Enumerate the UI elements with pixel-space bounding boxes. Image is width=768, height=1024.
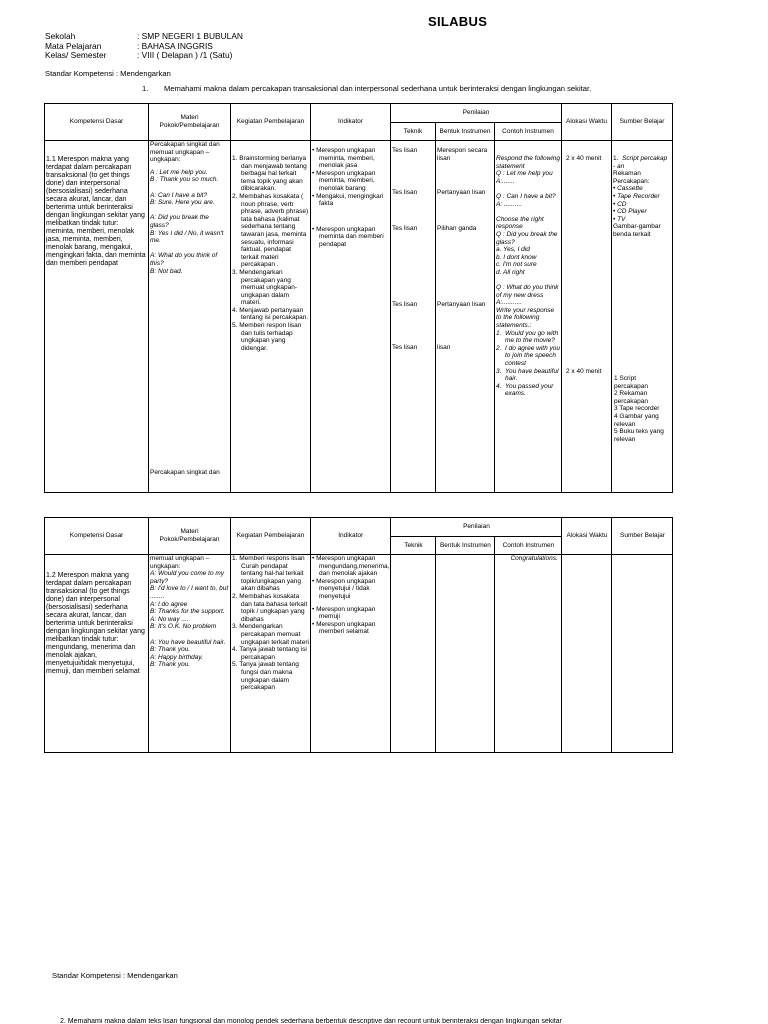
sumber-item: 1. Script percakap - an xyxy=(613,155,668,170)
kompetensi-dasar-text: 1.2 Merespon makna yang terdapat dalam percakapan transaksional (to get things done) dan interpersonal (bersosialisasi) sederhana secara akurat, lancar, dan berterima untuk berinteraksi dengan lingkungan sekitar yang melibatkan tindak tutur: mengundang, menerima dan menolak ajakan, menyetujui/tidak menyetujui, memuji, dan memberi selamat xyxy=(46,572,145,675)
header-sumber: Sumber Belajar xyxy=(612,518,673,555)
contoh-list xyxy=(496,155,560,307)
dialog-line: memuat ungkapan – ungkapan: xyxy=(150,555,210,570)
dialog-line: B: Not bad. xyxy=(150,267,183,275)
cell-bentuk xyxy=(436,141,495,493)
sumber-item: 3 Tape recorder xyxy=(614,405,660,413)
materi-bottom: Percakapan singkat dan xyxy=(150,469,220,477)
kegiatan-item: 2. Membahas kosakata ( noun phrase, verb phrase, adverb phrase) tata bahasa (kalimat sederhana tentang tawaran jasa, meminta sesuatu, informasi faktual, pendapat terkait materi percakapan . xyxy=(232,192,309,269)
header-bentuk: Bentuk Instrumen xyxy=(436,537,495,555)
indikator-item: • Merespon ungkapan meminta dan memberi pendapat xyxy=(312,225,384,248)
dialog-line: B: Thank you. xyxy=(150,646,191,654)
contoh-item: 3. You have beautiful hair. xyxy=(496,367,559,383)
header-kegiatan: Kegiatan Pembelajaran xyxy=(231,518,311,555)
dialog-line xyxy=(150,207,229,215)
cell-kegiatan xyxy=(231,141,311,493)
sumber-item: • CD xyxy=(613,200,627,208)
kegiatan-item: 3. Mendengarkan percakapan yang memuat ungkapan-ungkapan dalam materi. xyxy=(232,268,298,307)
materi-intro: Percakapan singkat dan memuat ungkapan – ungkapan: xyxy=(150,141,220,164)
dialog-line: B : Thank you so much. xyxy=(150,176,219,184)
contoh-line xyxy=(496,185,560,193)
sumber-item: • Tape Recorder xyxy=(613,192,660,200)
header-kompetensi: Kompetensi Dasar xyxy=(45,518,149,555)
kegiatan-item: 5. Memberi respon lisan dan tulis terhadap ungkapan yang didengar. xyxy=(232,322,302,352)
syllabus-table-2 xyxy=(44,517,673,753)
kegiatan-item: 2. Membahas kosakata dan tata bahasa terkait topik / ungkapan yang dibahas xyxy=(232,592,308,623)
info-value: : SMP NEGERI 1 BUBULAN xyxy=(137,31,243,41)
sumber-item: • Cassette xyxy=(613,185,643,193)
indikator-item: • Merespon ungkapan mengundang,menerima, dan menolak ajakan xyxy=(312,555,390,578)
cut-off-text: 2. Memahami makna dalam teks lisan fungsional dan monolog pendek sederhana berbentuk descriptive dan recount untuk berinteraksi dengan lingkungan sekitar xyxy=(60,1018,562,1024)
info-value: : VIII ( Delapan ) /1 (Satu) xyxy=(137,50,233,61)
indikator-item: • Merespon ungkapan menyetujui / tidak menyetujui xyxy=(312,577,376,600)
contoh-line: A: .......... xyxy=(496,200,523,208)
standar-kompetensi: Standar Kompetensi : Mendengarkan xyxy=(45,69,171,78)
dialog-line: B: Yes I did / No, it wasn't me. xyxy=(150,229,224,245)
contoh-item: 4. You passed your exams. xyxy=(496,382,554,398)
cell-indikator xyxy=(311,141,391,493)
dialog-line: A : Let me help you. xyxy=(150,168,208,176)
dialog-line: A: No way .... xyxy=(150,615,189,623)
kegiatan-item: 4. Menjawab pertanyaan tentang isi percakapan. xyxy=(232,306,309,322)
cell-teknik xyxy=(391,555,436,753)
contoh-intro: Write your response to the following statements.: xyxy=(496,306,555,330)
kegiatan-item: 1. Memberi respons lisan Curah pendapat tentang hal-hal terkait topik/ungkapan yang akan dibahas xyxy=(232,555,305,593)
sumber-item: 2 Rekaman percakapan xyxy=(614,390,648,405)
footer-standar-kompetensi: Standar Kompetensi : Mendengarkan xyxy=(52,971,178,980)
kegiatan-item: 4. Tanya jawab tentang isi percakapan xyxy=(232,646,307,661)
contoh-line: Choose the right response xyxy=(496,215,544,231)
dialog-line: B: Thanks for the support. xyxy=(150,608,225,616)
info-row xyxy=(45,51,243,61)
header-kegiatan: Kegiatan Pembelajaran xyxy=(231,104,311,141)
indikator-item: • Mengakui, mengingkari fakta xyxy=(312,192,384,208)
cell-materi xyxy=(149,141,231,493)
header-contoh: Contoh Instrumen xyxy=(495,123,562,141)
contoh-line: Congratulations. xyxy=(510,555,558,562)
contoh-line: b. I dont know xyxy=(496,253,537,261)
contoh-line: Respond the following statement xyxy=(496,155,560,170)
indikator-item: • Merespon ungkapan memuji xyxy=(312,605,376,621)
kompetensi-dasar-text: 1.1 Merespon makna yang terdapat dalam percakapan transaksional (to get things done) dan interpersonal (bersosialisasi) sederhana secara akurat, lancar, dan berterima untuk berinteraksi dengan lingkungan sekitar yang melibatkan tindak tutur: meminta, memberi, menolak jasa, meminta, memberi, menolak barang, mengakui, mengingkari fakta, dan meminta dan memberi pendapat xyxy=(46,156,146,267)
bentuk-item: Pilihan ganda xyxy=(437,225,477,232)
info-value: : BAHASA INGGRIS xyxy=(137,40,213,51)
sumber-item: Rekaman Percakapan: xyxy=(613,170,650,185)
contoh-line: Q : Let me help you xyxy=(496,170,553,178)
contoh-item: 2. I do agree with you to join the speech contest xyxy=(496,344,560,368)
cell-kompetensi xyxy=(45,555,149,753)
contoh-numbered xyxy=(496,330,560,398)
cell-sumber xyxy=(612,555,673,753)
cell-contoh xyxy=(495,555,562,753)
contoh-item: 1. Would you go with me to the movie? xyxy=(496,329,559,345)
info-label: Kelas/ Semester xyxy=(45,50,107,61)
contoh-line: d. All right xyxy=(496,268,525,276)
teknik-item: Tes lisan xyxy=(392,189,418,196)
sumber-item: 5 Buku teks yang relevan xyxy=(614,428,664,443)
cell-kompetensi xyxy=(45,141,149,493)
header-indikator: Indikator xyxy=(311,104,391,141)
materi-dialog xyxy=(150,169,229,275)
header-materi: Materi Pokok/Pembelajaran xyxy=(149,104,231,141)
dialog-line: A: Happy birthday. xyxy=(150,653,203,661)
indikator-item: • Merespon ungkapan meminta, memberi, menolak barang xyxy=(312,169,376,192)
header-sumber: Sumber Belajar xyxy=(612,104,673,141)
bentuk-item: lisan xyxy=(437,344,451,351)
kompetensi-heading xyxy=(142,84,591,93)
teknik-item: Tes lisan xyxy=(392,225,418,232)
kegiatan-item: 3. Mendengarkan percakapan memuat ungkapan terkait materi xyxy=(232,623,309,646)
teknik-item: Tes lisan xyxy=(392,301,418,308)
kegiatan-item: 5. Tanya jawab tentang fungsi dan makna ungkapan dalam percakapan xyxy=(232,661,299,692)
kompetensi-number: 1. xyxy=(142,84,149,93)
kegiatan-item: 1. Brainstorming berlanya dan menjawab tentang berbagai hal terkait tema topik yang akan dibicarakan. xyxy=(232,155,307,193)
header-penilaian: Penilaian xyxy=(391,104,562,123)
cell-kegiatan xyxy=(231,555,311,753)
kompetensi-text: Memahami makna dalam percakapan transaksional dan interpersonal sederhana untuk berinteraksi dengan lingkungan sekitar. xyxy=(164,84,592,93)
info-label: Sekolah xyxy=(45,31,76,41)
contoh-line: c. I'm not sure xyxy=(496,261,537,269)
header-penilaian: Penilaian xyxy=(391,518,562,537)
dialog-line: A: Can I have a bit? xyxy=(150,191,208,199)
dialog-line xyxy=(150,184,229,192)
header-bentuk: Bentuk Instrumen xyxy=(436,123,495,141)
cell-alokasi xyxy=(562,141,612,493)
header-contoh: Contoh Instrumen xyxy=(495,537,562,555)
bentuk-item: Pertanyaan lisan xyxy=(437,301,486,308)
dialog-line: B: Sure. Here you are. xyxy=(150,199,215,207)
contoh-line xyxy=(496,277,560,285)
dialog-line: B: I'd love to / I want to, but ........ xyxy=(150,585,229,600)
cell-contoh xyxy=(495,141,562,493)
teknik-item: Tes lisan xyxy=(392,344,418,351)
contoh-line: A:....... xyxy=(496,177,515,185)
teknik-item: Tes lisan xyxy=(392,147,418,154)
dialog-line: A: What do you think of this? xyxy=(150,252,218,267)
school-info xyxy=(45,32,243,61)
info-label: Mata Pelajaran xyxy=(45,40,102,51)
cell-bentuk xyxy=(436,555,495,753)
bentuk-item: Merespon secara lisan xyxy=(437,147,488,162)
dialog-line: B: It's O.K. No problem xyxy=(150,623,217,631)
sumber-item: • CD Player xyxy=(613,208,647,216)
contoh-line xyxy=(496,208,560,216)
cell-sumber xyxy=(612,141,673,493)
contoh-line: Q : What do you think of my new dress xyxy=(496,284,559,299)
header-materi: Materi Pokok/Pembelajaran xyxy=(149,518,231,555)
contoh-line: A:........... xyxy=(496,299,523,307)
cell-indikator xyxy=(311,555,391,753)
contoh-line: Q : Did you break the glass? xyxy=(496,230,558,246)
sumber-list-2 xyxy=(614,375,671,443)
alokasi-item: 2 x 40 menit xyxy=(566,155,602,162)
bentuk-item: Pertanyaan lisan xyxy=(437,189,486,196)
sumber-item: 4 Gambar yang relevan xyxy=(614,412,659,428)
sumber-item: Gambar-gambar benda terkait xyxy=(613,223,661,238)
indikator-item: • Merespon ungkapan memberi selamat xyxy=(312,620,376,636)
dialog-line: B: Thank you. xyxy=(150,661,191,669)
header-kompetensi: Kompetensi Dasar xyxy=(45,104,149,141)
dialog-line xyxy=(150,631,229,639)
contoh-line: a. Yes, I did xyxy=(496,246,530,254)
header-alokasi: Alokasi Waktu xyxy=(562,104,612,141)
dialog-line: A: You have beautiful hair. xyxy=(150,638,226,646)
sumber-item: • TV xyxy=(613,215,626,223)
dialog-line: A: Did you break the glass? xyxy=(150,214,209,229)
cell-materi xyxy=(149,555,231,753)
alokasi-item: 2 x 40 menit xyxy=(566,368,602,375)
header-teknik: Teknik xyxy=(391,123,436,141)
header-indikator: Indikator xyxy=(311,518,391,555)
cell-teknik xyxy=(391,141,436,493)
header-teknik: Teknik xyxy=(391,537,436,555)
cell-alokasi xyxy=(562,555,612,753)
page-title: SILABUS xyxy=(428,14,488,29)
contoh-line: Q : Can I have a bit? xyxy=(496,192,556,200)
sumber-item: 1 Script percakapan xyxy=(614,375,648,390)
dialog-line xyxy=(150,245,229,253)
syllabus-table-1 xyxy=(44,103,673,493)
dialog-line: A: I do agree xyxy=(150,600,188,608)
dialog-line: A: Would you come to my party? xyxy=(150,570,225,585)
indikator-item: • Merespon ungkapan meminta, memberi, menolak jasa xyxy=(312,147,376,170)
header-alokasi: Alokasi Waktu xyxy=(562,518,612,555)
